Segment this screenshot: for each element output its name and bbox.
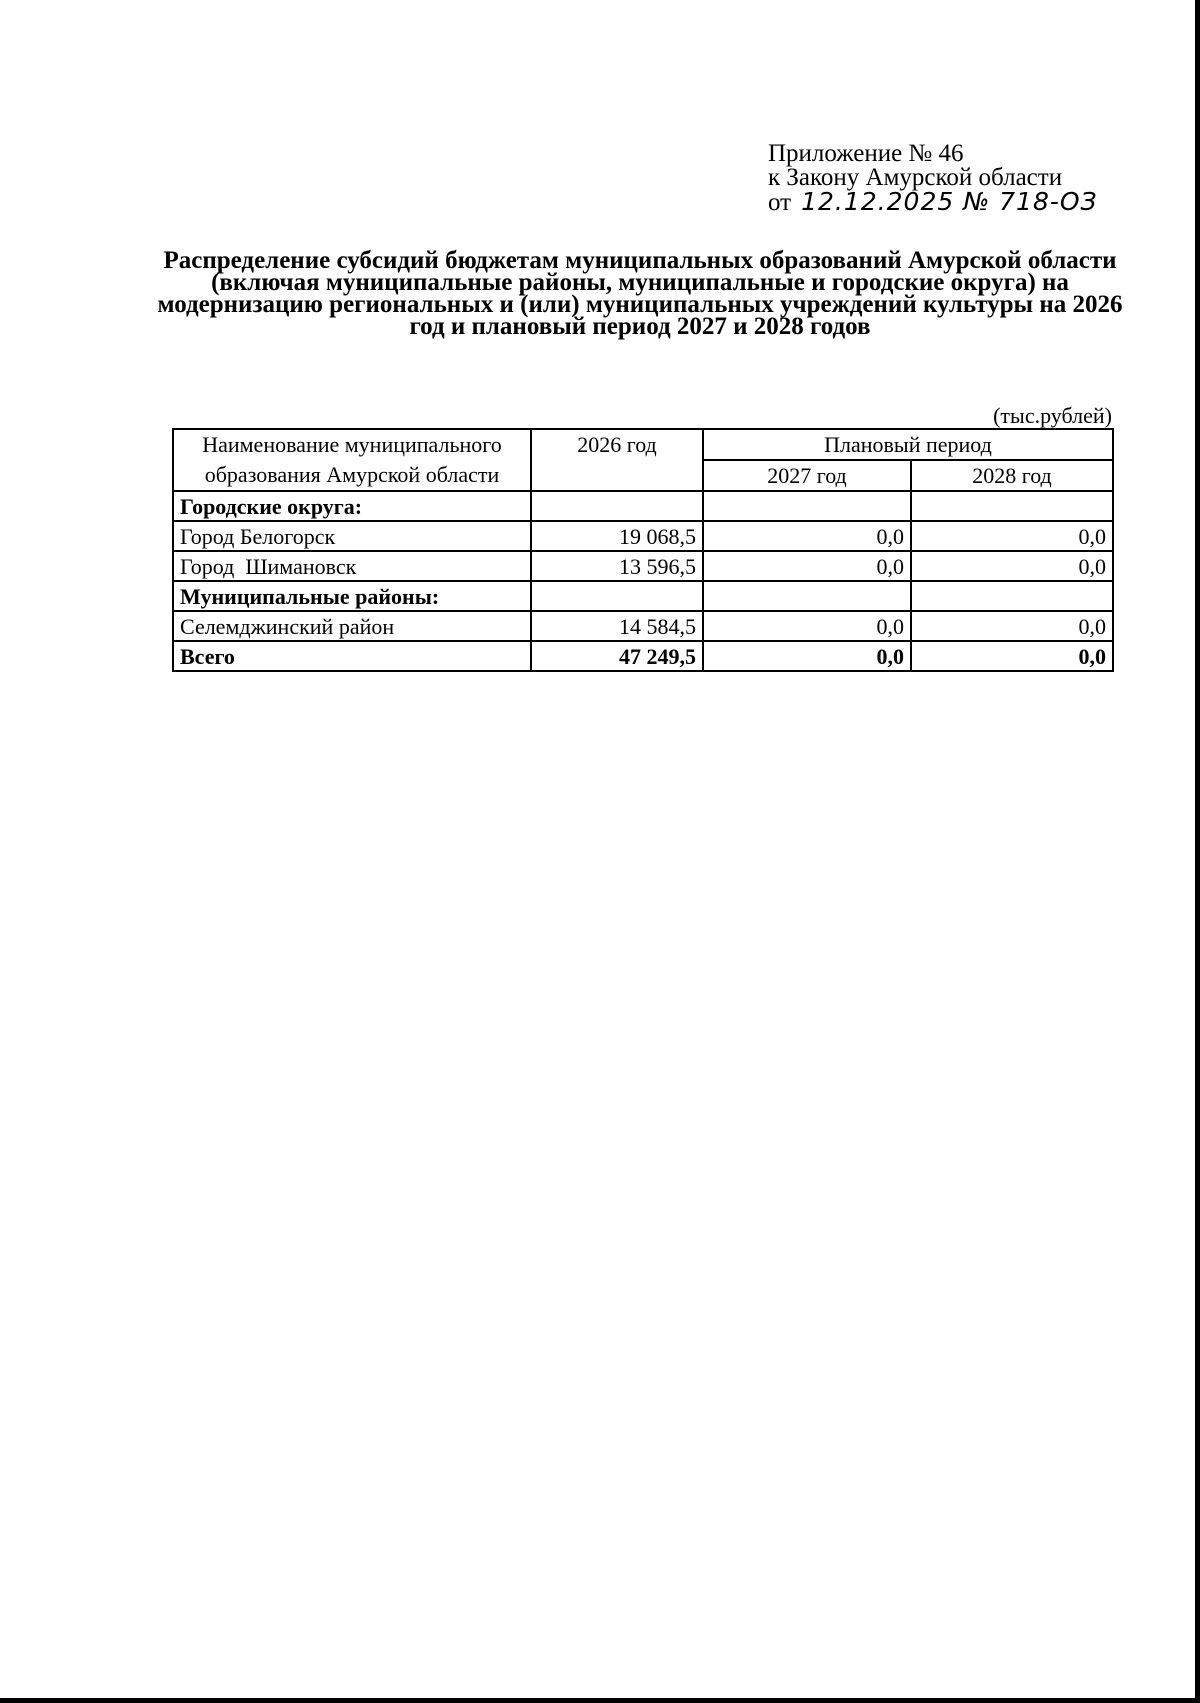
table-row: [173, 551, 1113, 581]
table-header-row: [173, 429, 1113, 460]
value-2027: 0,0: [703, 611, 911, 641]
table-row-total: [173, 641, 1113, 671]
value-2026: 14 584,5: [531, 611, 703, 641]
units-label: (тыс.рублей): [993, 403, 1112, 428]
table-cell: [703, 491, 911, 521]
value-2027: 0,0: [703, 521, 911, 551]
section-label: Муниципальные районы:: [173, 581, 531, 611]
table-cell: [911, 491, 1113, 521]
table-row-section-districts: [173, 581, 1113, 611]
row-name: Город Белогорск: [173, 521, 531, 551]
row-name: Селемджинский район: [173, 611, 531, 641]
header-municipality-name: Наименование муниципального образования Амурской области: [173, 429, 531, 491]
subsidy-table: [172, 428, 1114, 672]
table-cell: [531, 581, 703, 611]
document-title: Распределение субсидий бюджетам муниципальных образований Амурской области (включая муниципальные районы, муниципальные и городские округа) на модернизацию региональных и (или) муниципальных учреждений культуры на 2026 год и плановый период 2027 и 2028 годов: [157, 247, 1123, 340]
table-cell: [703, 581, 911, 611]
row-name: Город Шимановск: [173, 551, 531, 581]
total-2027: 0,0: [703, 641, 911, 671]
table-cell: [531, 491, 703, 521]
header-planned-period: Плановый период: [703, 429, 1113, 460]
value-2026: 13 596,5: [531, 551, 703, 581]
value-2028: 0,0: [911, 521, 1113, 551]
table-row: [173, 521, 1113, 551]
header-2026: 2026 год: [531, 429, 703, 491]
handwritten-date-number: 12.12.2025 № 718-ОЗ: [801, 187, 1098, 216]
section-label: Городские округа:: [173, 491, 531, 521]
appendix-number: Приложение № 46: [768, 140, 964, 167]
header-2027: 2027 год: [703, 460, 911, 491]
row-name: Всего: [173, 641, 531, 671]
appendix-date-prefix: от: [768, 189, 792, 216]
value-2028: 0,0: [911, 611, 1113, 641]
table-cell: [911, 581, 1113, 611]
table-row-section-urban: [173, 491, 1113, 521]
appendix-law-reference: к Закону Амурской области: [768, 164, 1063, 191]
appendix-header: [768, 142, 1098, 215]
page-border-bottom: [0, 1698, 1200, 1703]
page-border-right: [1195, 0, 1200, 1703]
total-2026: 47 249,5: [531, 641, 703, 671]
header-2028: 2028 год: [911, 460, 1113, 491]
value-2027: 0,0: [703, 551, 911, 581]
appendix-date-line: [768, 187, 1098, 216]
value-2028: 0,0: [911, 551, 1113, 581]
total-2028: 0,0: [911, 641, 1113, 671]
value-2026: 19 068,5: [531, 521, 703, 551]
table-row: [173, 611, 1113, 641]
